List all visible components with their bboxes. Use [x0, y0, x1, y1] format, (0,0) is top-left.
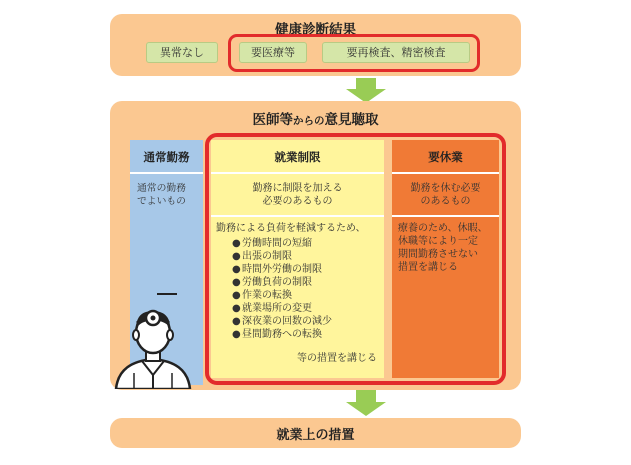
- normal-work-dash: [157, 293, 177, 295]
- list-item: ●昼間勤務への転換: [232, 329, 322, 340]
- leave-required-heading: 要休業: [392, 140, 499, 174]
- work-restriction-measures-list: [232, 237, 382, 341]
- leave-required-measures: 療養のため、休暇、 休職等により一定 期間勤務させない 措置を講じる: [398, 223, 488, 273]
- result-option-no-abnormality: 異常なし: [146, 42, 218, 63]
- work-restriction-description: 勤務に制限を加える 必要のあるもの: [252, 183, 343, 207]
- normal-work-description: 通常の勤務 でよいもの: [137, 183, 186, 207]
- list-item: ●労働時間の短縮: [232, 238, 312, 249]
- health-check-results-title: 健康診断結果: [275, 22, 356, 38]
- normal-work-heading: 通常勤務: [130, 140, 203, 174]
- work-restriction-closing: 等の措置を講じる: [297, 353, 377, 364]
- list-item: ●就業場所の変更: [232, 303, 312, 314]
- list-item: ●時間外労働の制限: [232, 264, 322, 275]
- list-item: ●深夜業の回数の減少: [232, 316, 332, 327]
- bullet-icon: ●: [232, 329, 241, 340]
- bullet-icon: ●: [232, 264, 241, 275]
- work-restriction-intro: 勤務による負荷を軽減するため、: [216, 223, 366, 234]
- leave-required-divider: [392, 215, 499, 217]
- list-item: ●出張の制限: [232, 251, 292, 262]
- list-item: ●作業の転換: [232, 290, 292, 301]
- list-item: ●労働負荷の制限: [232, 277, 312, 288]
- doctor-opinion-title: 医師等からの意見聴取: [252, 112, 379, 128]
- bullet-icon: ●: [232, 303, 241, 314]
- bullet-icon: ●: [232, 238, 241, 249]
- work-restriction-heading: 就業制限: [211, 140, 384, 174]
- leave-required-description: 勤務を休む必要 のあるもの: [410, 183, 481, 207]
- bullet-icon: ●: [232, 251, 241, 262]
- bullet-icon: ●: [232, 277, 241, 288]
- bullet-icon: ●: [232, 290, 241, 301]
- bullet-icon: ●: [232, 316, 241, 327]
- work-restriction-divider: [211, 215, 384, 217]
- down-arrow-head-icon: [346, 402, 386, 416]
- work-measures-title: 就業上の措置: [276, 428, 355, 443]
- doctor-icon: [112, 303, 194, 389]
- result-option-needs-care: 要医療等: [239, 42, 307, 63]
- result-option-recheck: 要再検査、精密検査: [322, 42, 470, 63]
